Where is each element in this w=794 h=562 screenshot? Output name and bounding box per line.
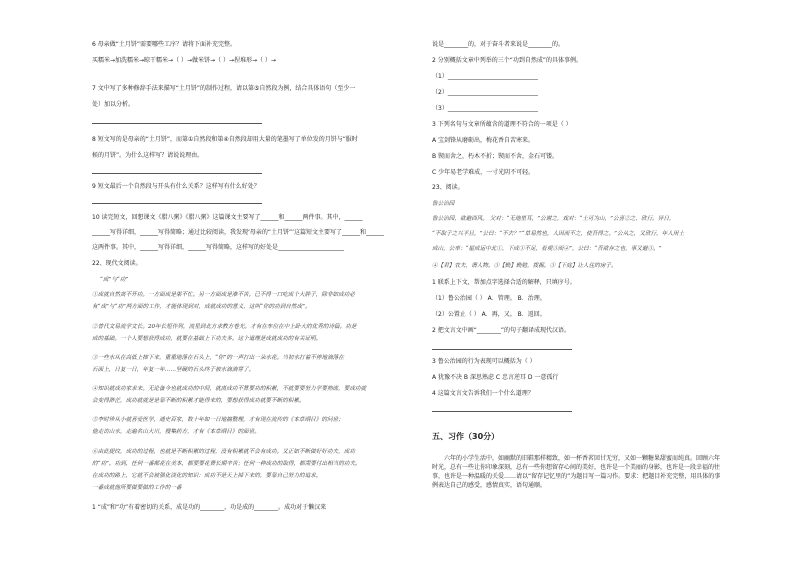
passage-line: 成的基础。一个人要想获得成功，就要在基础上下功夫多。这个道理是成就成功的有关证明。 bbox=[92, 336, 322, 342]
question-22-1-cont: 说是________的，对于奋斗者来说是________的。 bbox=[432, 41, 565, 48]
passage-line: 有“成”与“功”两方面的工作，才能体现到对，成就成功的意义，这叫“你的功到自然成”。 bbox=[92, 304, 311, 310]
classical-notes: ④【君】农夫，谓人物。③【勤】勤勉，拨掘。③【下庭】让人住的房子。 bbox=[432, 263, 617, 269]
answer-item-2: （2）______________________________ bbox=[432, 89, 538, 96]
passage-line: ⑥由此提纹，成功的过程，也就是不断积累的过程，没有积累就不会有成功。又正如不断做好好功夫，成功 bbox=[92, 449, 355, 455]
passage-line: 在成功的路上，它就不会被强化淡化的知识：成功不是天上掉下来的，要靠自己努力的追求。 bbox=[92, 473, 322, 479]
question-7: 7 文中写了多种修辞手法来描写“土月饼”的制作过程，请以第⑤自然段为例，结合具体语句（至少一 bbox=[92, 85, 356, 92]
question-8-cont: 候的月饼”。为什么这样写？请说说理由。 bbox=[92, 152, 204, 159]
passage-line: ②普代文易流学文长。20年长短作列，流星到北方求教方卷光。才有在车位在中上卧大的优秀的诗篇。功是 bbox=[92, 324, 357, 330]
question-10-cont2: 这两件事。其中，______写得详细，______写得简略，这样写的好处是______________________ bbox=[92, 244, 345, 251]
question-23-3: 3 鲁公治园的行为表现可以概括为（ ） bbox=[432, 358, 536, 365]
passage-line: ③一些水从在高低上摔下来，重重地落在石头上，“你”的一声打出一朵水花。当初水打着不停地滴落在 bbox=[92, 355, 344, 361]
question-10-cont: ______写得详细，______写得简略；通过比较阅读，我发现‘母亲的“土月饼”’这篇短文主要写了______和______ bbox=[92, 229, 385, 236]
passage-line: 会变得渺茫，成功就就是是靠不断的积累才能得来的，要想获得成功就要不断的积累。 bbox=[92, 398, 305, 404]
section-5-heading: 五、习作（30分） bbox=[432, 432, 500, 441]
passage-line: ⑤李时珍从小就喜爱医学，通史百家，数十年如一日地搞整理，才有现在流传的《本草纲目》的问世； bbox=[92, 417, 344, 423]
question-23-1: 1 联系上下文，帮加点字选择合适的解释，只填序号。 bbox=[432, 279, 576, 286]
answer-line bbox=[92, 123, 262, 124]
answer-line bbox=[92, 173, 262, 174]
essay-prompt: 六年的小学生活中，如幽默的旧鞋那样精致，如一杯香茗回甘无穷，又如一颗糖果甜蜜而纯真。回顾六年时光，总有一些让你印象深刻，总有一些你想留存心间的美好，也许是一个美丽的身影，也许是一段幸福的往事，也许是一种温暖的关爱……请以“留存记忆里的”为题目写一篇习作。要求：把题目补充完整，用具体的事例表达自己的感受，感情真实，语句通顺。 bbox=[432, 455, 721, 489]
question-22-2: 2 分别概括文章中列举的三个“功到自然成”的具体事例。 bbox=[432, 57, 582, 64]
answer-line bbox=[432, 411, 572, 412]
question-23-1-item-1: （1）鲁公治园（ ） A．管理。 B．治理。 bbox=[432, 295, 546, 302]
classical-title: 鲁公治园 bbox=[432, 201, 455, 207]
question-22-1: 1 “成”和“功”有着密切的关系，成是功的________，功是成的________。成功对于懒汉来 bbox=[92, 504, 327, 511]
option-b: B 锲而舍之，朽木不折；锲而不舍，金石可镂。 bbox=[432, 153, 559, 160]
option-a: A 宝剑锋从磨砺出，梅花香自苦寒来。 bbox=[432, 137, 535, 144]
option-c: C 少年易老学难成，一寸光阴不可轻。 bbox=[432, 169, 535, 176]
classical-line: “不取子之兴平旦，”公曰：“不去？”“草易然也，人因而不之，使吾得之。”公从之，又欣行，年人用土 bbox=[432, 231, 685, 237]
question-23-2: 2 把文言文中画“________”的句子翻译成现代汉语。 bbox=[432, 327, 570, 334]
answer-line bbox=[92, 203, 262, 204]
passage-line: 他走访山水，走遍名山大川，搜集药方，才有《本草纲目》的面世。 bbox=[92, 429, 260, 435]
question-8: 8 短文写的是母亲的“土月饼”，而第①自然段和第④自然段却用大量的笔墨写了单位发的月饼与“服时 bbox=[92, 136, 358, 143]
question-23-4: 4 这篇文言文告诉我们一个什么道理？ bbox=[432, 390, 534, 397]
question-6-steps: 买糯米→加洗糯米→晾干糯米→（ ）→做米饼→（ ）→捏堆形→（ ）→ bbox=[92, 57, 276, 64]
section-22-title: 22、现代文阅读。 bbox=[92, 260, 142, 267]
answer-item-1: （1）______________________________ bbox=[432, 73, 538, 80]
passage-line: ①成就自然离不开功。一方面成是果不忙。另一方面成是准不苦。已不得一口吃成个大胖子，除非如成功必 bbox=[92, 292, 355, 298]
classical-line: 鲁公治园，欲避西风。 父对：“无地里耳，”公谢之，戏对：“土可为山，”公喜②之，欣行。异日， bbox=[432, 216, 675, 222]
answer-item-3: （3）______________________________ bbox=[432, 105, 538, 112]
question-7-cont: 处）加以分析。 bbox=[92, 101, 135, 108]
section-23-title: 23、阅读。 bbox=[432, 184, 464, 191]
question-9: 9 短文最后一个自然段与开头有什么关系？这样写有什么好处？ bbox=[92, 183, 260, 190]
question-10: 10 读完短文，回想课文《腊八粥》《腊八粥》这篇课文主要写了______和______两件事。其中，______ bbox=[92, 214, 363, 221]
passage-line: 的“功”。功到，任何一番都花在美本，都要要花费长期辛苦；任何一种成功的取得，都需要付出相当的功夫。 bbox=[92, 461, 361, 467]
question-6: 6 母亲做“土月饼”需要哪些工序？请将下面补充完整。 bbox=[92, 41, 236, 48]
passage-line: 石面上，日复一日，年复一年……坚硬的石头终于被水滴滴穿了。 bbox=[92, 367, 255, 373]
passage-title: “成”与“功” bbox=[100, 277, 129, 283]
question-23-1-item-2: （2）公置止（ ） A．再，又。 B．返回。 bbox=[432, 311, 546, 318]
question-23-3-options: A 犹豫不决 B 深思熟虑 C 忠言逆耳 D 一意孤行 bbox=[432, 374, 559, 381]
answer-line bbox=[432, 349, 572, 350]
passage-line: 一番成就他所要做要做的工作的一番 bbox=[92, 485, 182, 491]
passage-line: ④知识就成功家求来。无论备今也就成功的中间，就离成功不算要功的积累，不就要要努力学要熟练，要成功就 bbox=[92, 386, 367, 392]
classical-line: 成山，公率：“屋成运中北①，下成③不足，看观③而④”，公曰：“吾欲存之也，事又避③。” bbox=[432, 246, 662, 252]
question-22-3: 3 下列名句与文章所蕴含的道理不符合的一项是（ ） bbox=[432, 121, 572, 128]
